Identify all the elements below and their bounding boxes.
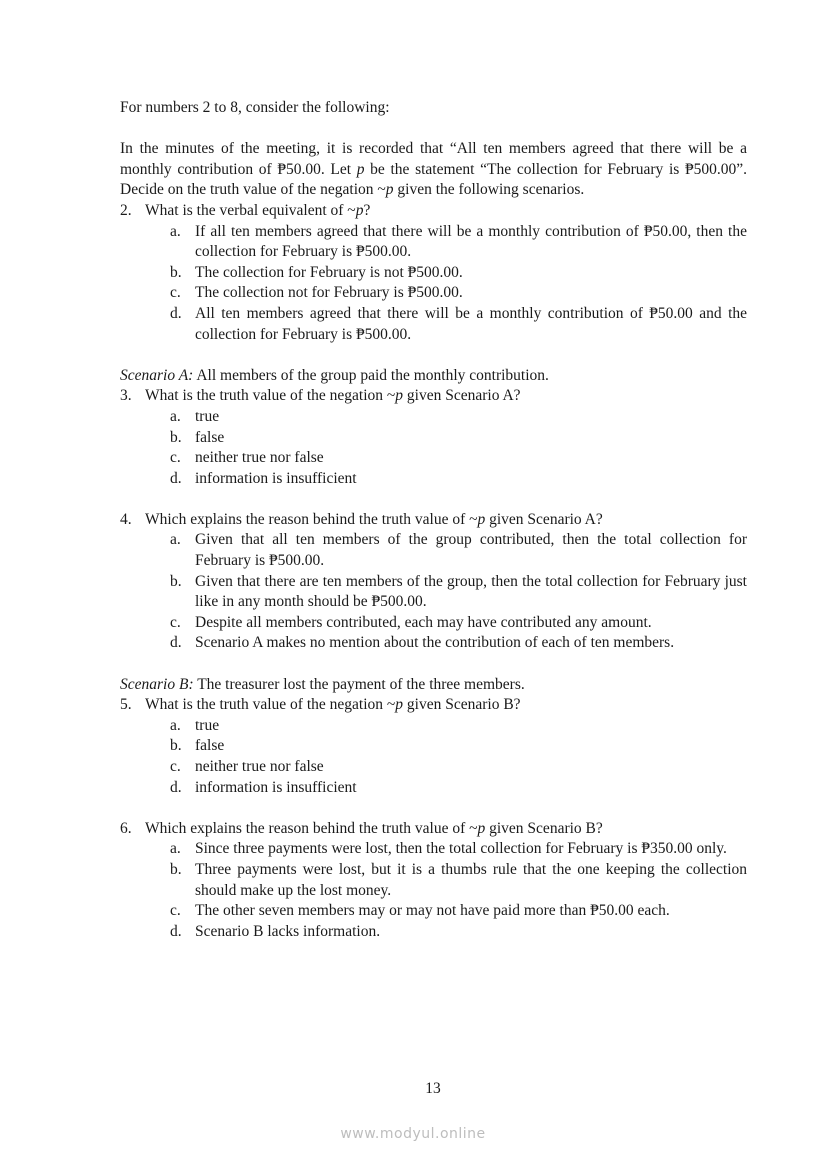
option-text: information is insufficient — [195, 469, 357, 487]
option-letter: c. — [170, 284, 181, 302]
answer-option — [170, 448, 747, 469]
option-letter: b. — [170, 737, 182, 755]
option-letter: d. — [170, 469, 182, 487]
answer-option — [170, 778, 747, 799]
answer-option — [170, 428, 747, 449]
option-letter: c. — [170, 613, 181, 631]
answer-option — [170, 263, 747, 284]
scenario-a-text: All members of the group paid the monthly contribution. — [193, 366, 549, 384]
answer-option — [170, 407, 747, 428]
question-text: What is the verbal equivalent of ~p? — [145, 201, 371, 219]
answer-option — [170, 222, 747, 263]
option-letter: a. — [170, 531, 181, 549]
option-letter: c. — [170, 758, 181, 775]
intro: For numbers 2 to 8, consider the following: — [120, 99, 390, 116]
question-stem — [120, 510, 747, 531]
option-text: All ten members agreed that there will be a monthly contribution of ₱50.00 and the collection for February is ₱500.00. — [195, 304, 747, 343]
option-letter: c. — [170, 449, 181, 467]
scenario-b — [120, 675, 747, 696]
answer-option — [170, 283, 747, 304]
question-number: 2. — [120, 201, 132, 219]
option-text: false — [195, 428, 225, 446]
question-4 — [120, 510, 747, 654]
scenario-a-label: Scenario A: — [120, 366, 194, 384]
question-stem — [120, 386, 747, 407]
question-text: What is the truth value of the negation ~p given Scenario B? — [145, 696, 521, 714]
answer-option — [170, 304, 747, 345]
question-3 — [120, 386, 747, 489]
option-letter: c. — [170, 902, 181, 920]
answer-option — [170, 901, 747, 922]
option-text: The other seven members may or may not have paid more than ₱50.00 each. — [195, 902, 670, 920]
answer-option — [170, 860, 747, 901]
question-text: What is the truth value of the negation ~p given Scenario A? — [145, 387, 521, 405]
option-letter: b. — [170, 263, 182, 281]
option-letter: b. — [170, 572, 182, 590]
option-text: information is insufficient — [195, 778, 357, 796]
option-text: Given that there are ten members of the group, then the total collection for February just like in any month should be ₱500.00. — [195, 572, 747, 611]
option-letter: b. — [170, 428, 182, 446]
question-stem — [120, 695, 747, 716]
document-page — [120, 98, 747, 942]
question-2 — [120, 201, 747, 345]
watermark: www.modyul.online — [340, 1126, 486, 1142]
context-paragraph: In the minutes of the meeting, it is recorded that “All ten members agreed that there will be a monthly contribution of ₱50.00. Let p be the statement “The collection for February is ₱500.00”. Decide on the truth value of the negation ~p given the following scenarios. — [120, 140, 747, 199]
answer-option — [170, 613, 747, 634]
answer-option — [170, 469, 747, 490]
option-letter: a. — [170, 222, 181, 240]
option-text: Despite all members contributed, each may have contributed any amount. — [195, 613, 652, 631]
answer-option — [170, 757, 747, 778]
option-text: false — [195, 737, 225, 755]
question-6 — [120, 819, 747, 943]
question-stem — [120, 819, 747, 840]
option-letter: d. — [170, 778, 182, 796]
answer-option — [170, 736, 747, 757]
answer-option — [170, 922, 747, 943]
question-number: 4. — [120, 510, 132, 528]
answer-option — [170, 839, 747, 860]
scenario-b-label: Scenario B: — [120, 675, 194, 693]
scenario-a — [120, 366, 747, 387]
answer-option — [170, 530, 747, 571]
question-number: 6. — [120, 819, 132, 837]
option-text: neither true nor false — [195, 758, 324, 775]
option-text: true — [195, 407, 220, 425]
question-stem — [120, 201, 747, 222]
option-letter: a. — [170, 407, 181, 425]
option-letter: d. — [170, 634, 182, 652]
option-text: The collection not for February is ₱500.00. — [195, 284, 463, 302]
option-text: true — [195, 716, 220, 734]
option-text: Three payments were lost, but it is a thumbs rule that the one keeping the collection should make up the lost money. — [195, 860, 747, 899]
option-letter: d. — [170, 304, 182, 322]
option-letter: d. — [170, 922, 182, 940]
page-number: 13 — [425, 1080, 441, 1097]
option-text: The collection for February is not ₱500.00. — [195, 263, 463, 281]
option-text: neither true nor false — [195, 449, 324, 467]
option-text: Scenario B lacks information. — [195, 922, 381, 940]
question-text: Which explains the reason behind the truth value of ~p given Scenario B? — [145, 819, 603, 837]
question-5 — [120, 695, 747, 798]
answer-option — [170, 572, 747, 613]
answer-option — [170, 633, 747, 654]
option-letter: a. — [170, 716, 181, 734]
option-letter: b. — [170, 860, 182, 878]
answer-option — [170, 716, 747, 737]
question-number: 5. — [120, 696, 132, 714]
option-text: Since three payments were lost, then the total collection for February is ₱350.00 only. — [195, 840, 727, 858]
scenario-b-text: The treasurer lost the payment of the three members. — [193, 675, 525, 693]
option-text: Scenario A makes no mention about the contribution of each of ten members. — [195, 634, 675, 652]
option-text: Given that all ten members of the group contributed, then the total collection for February is ₱500.00. — [195, 531, 747, 570]
question-number: 3. — [120, 387, 132, 405]
option-text: If all ten members agreed that there will be a monthly contribution of ₱50.00, then the collection for February is ₱500.00. — [195, 222, 747, 261]
option-letter: a. — [170, 840, 181, 858]
question-text: Which explains the reason behind the truth value of ~p given Scenario A? — [145, 510, 603, 528]
